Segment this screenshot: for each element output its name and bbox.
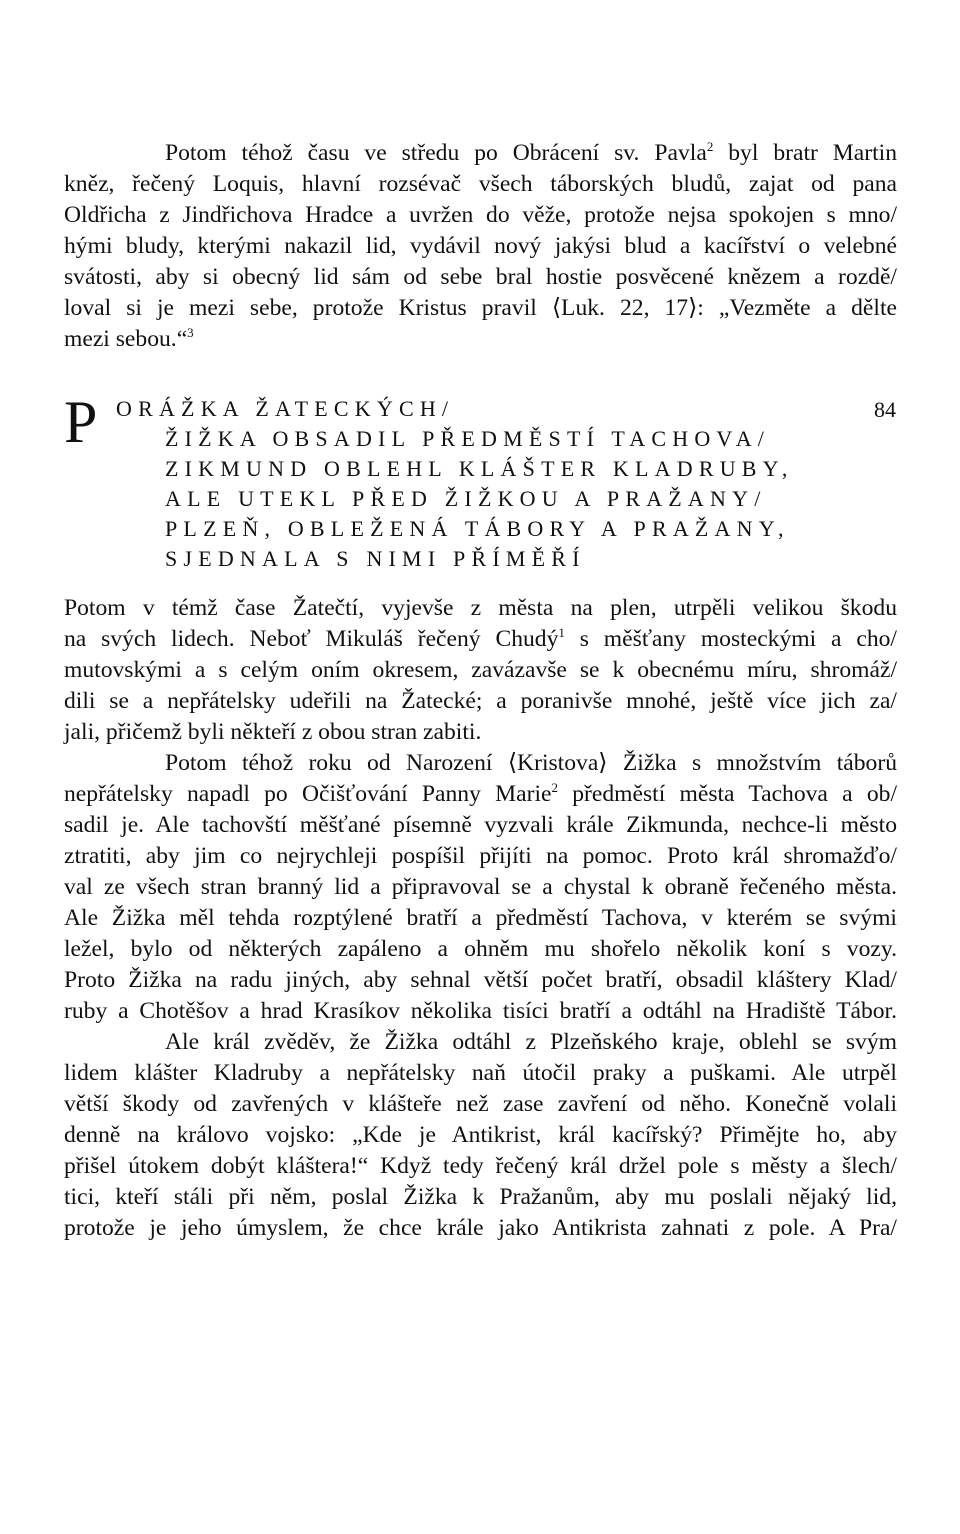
paragraph-3-line: sadil je. Ale tachovští měšťané písemně vyzvali krále Zikmunda, nechce-li město	[64, 812, 897, 838]
paragraph-3-line: Potom téhož roku od Narození ⟨Kristova⟩ Žižka s množstvím táborů	[165, 750, 897, 776]
heading-line: SJEDNALA S NIMI PŘÍMĚŘÍ	[165, 546, 586, 571]
paragraph-4-line: lidem klášter Kladruby a nepřátelsky naň útočil praky a puškami. Ale utrpěl	[64, 1060, 897, 1086]
paragraph-1-line: loval si je mezi sebe, protože Kristus pravil ⟨Luk. 22, 17⟩: „Vezměte a dělte	[64, 295, 897, 321]
paragraph-4-line: větší škody od zavřených v klášteře než zase zavření od něho. Konečně volali	[64, 1091, 897, 1117]
paragraph-3-line: val ze všech stran branný lid a připravoval se a chystal k obraně řečeného města.	[64, 874, 897, 900]
paragraph-4-line: tici, kteří stáli při něm, poslal Žižka k Pražanům, aby mu poslali nějaký lid,	[64, 1184, 897, 1210]
paragraph-2-last-line: jali, přičemž byli někteří z obou stran zabiti.	[64, 719, 482, 745]
paragraph-2-line: mutovskými a s celým oním okresem, zavázavše se k obecnému míru, shromáž/	[64, 657, 897, 683]
paragraph-3-line: nepřátelsky napadl po Očišťování Panny Marie$^2$ předměstí města Tachova a ob/	[64, 780, 897, 807]
paragraph-3-line: Proto Žižka na radu jiných, aby sehnal větší počet bratří, obsadil kláštery Klad/	[64, 967, 897, 993]
heading-line: ZIKMUND OBLEHL KLÁŠTER KLADRUBY,	[165, 456, 794, 481]
paragraph-3-line: ztratiti, aby jim co nejrychleji pospíšil přijíti na pomoc. Proto král shromažďo/	[64, 843, 897, 869]
paragraph-1-line: svátosti, aby si obecný lid sám od sebe bral hostie posvěcené knězem a rozdě/	[64, 264, 897, 290]
heading-line: ŽIŽKA OBSADIL PŘEDMĚSTÍ TACHOVA/	[165, 426, 771, 451]
footnote-mark: 3	[187, 325, 194, 340]
heading-line: ORÁŽKA ŽATECKÝCH/	[116, 396, 455, 421]
heading-line: ALE UTEKL PŘED ŽIŽKOU A PRAŽANY/	[165, 486, 767, 511]
paragraph-2-line: dili se a nepřátelsky udeřili na Žatecké; a poranivše mnohé, ještě více jich za/	[64, 688, 897, 714]
paragraph-1-last-line: mezi sebou.“$^3$	[64, 325, 194, 352]
chapter-heading	[64, 378, 904, 578]
paragraph-4-line: přišel útokem dobýt kláštera!“ Když tedy řečený král držel pole s městy a šlech/	[64, 1153, 897, 1179]
paragraph-1-line: kněz, řečený Loquis, hlavní rozsévač všech táborských bludů, zajat od pana	[64, 171, 897, 197]
paragraph-4-line: denně na královo vojsko: „Kde je Antikrist, král kacířský? Přimějte ho, aby	[64, 1122, 897, 1148]
paragraph-1-line: hými bludy, kterými nakazil lid, vydávil nový jakýsi blud a kacířství o velebné	[64, 233, 897, 259]
paragraph-4-line: Ale král zvěděv, že Žižka odtáhl z Plzeňského kraje, oblehl se svým	[165, 1029, 897, 1055]
footnote-mark: 2	[551, 780, 558, 795]
drop-cap: P	[64, 389, 98, 455]
heading-line: PLZEŇ, OBLEŽENÁ TÁBORY A PRAŽANY,	[165, 516, 790, 541]
paragraph-3-line: Ale Žižka měl tehda rozptýlené bratří a předměstí Tachova, v kterém se svými	[64, 905, 897, 931]
footnote-mark: 2	[706, 139, 714, 154]
paragraph-3-line: ležel, bylo od některých zapáleno a ohněm mu shořelo několik koní s vozy.	[64, 936, 897, 962]
paragraph-4-line: protože je jeho úmyslem, že chce krále jako Antikrista zahnati z pole. A Pra/	[64, 1215, 897, 1241]
paragraph-2-line: na svých lidech. Neboť Mikuláš řečený Chudý$^1$ s měšťany mosteckými a cho/	[64, 625, 897, 652]
page-number: 84	[874, 397, 896, 422]
paragraph-2-line: Potom v témž čase Žatečtí, vyjevše z města na plen, utrpěli velikou škodu	[64, 595, 897, 621]
paragraph-1-line: Potom téhož času ve středu po Obrácení sv. Pavla$^2$ byl bratr Martin	[165, 139, 897, 166]
paragraph-1-line: Oldřicha z Jindřichova Hradce a uvržen do věže, protože nejsa spokojen s mno/	[64, 202, 897, 228]
paragraph-3-line: ruby a Chotěšov a hrad Krasíkov několika tisíci bratří a odtáhl na Hradiště Tábor.	[64, 998, 897, 1024]
footnote-mark: 1	[558, 625, 565, 640]
